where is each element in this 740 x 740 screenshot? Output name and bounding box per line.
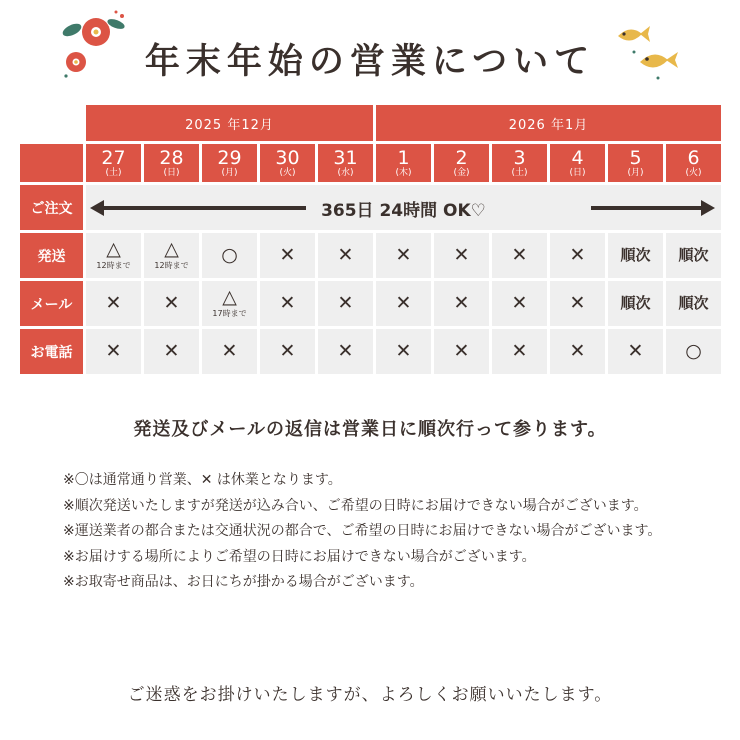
- status-cell: [608, 281, 663, 326]
- date-weekday: (火): [685, 167, 702, 178]
- status-cell: [144, 233, 199, 278]
- month-year: 2026: [508, 117, 546, 133]
- status-cell: [318, 233, 373, 278]
- status-symbol: ✕: [221, 340, 238, 362]
- month-label: 年12月: [227, 117, 274, 133]
- date-day: 4: [571, 146, 584, 169]
- status-note: 12時まで: [96, 261, 131, 270]
- status-cell: [608, 233, 663, 278]
- status-cell: [260, 329, 315, 374]
- month-header-dec: [86, 105, 373, 141]
- row-label-email: メール: [20, 281, 83, 326]
- status-symbol: ✕: [279, 292, 296, 314]
- status-cell: [608, 329, 663, 374]
- status-cell: [492, 281, 547, 326]
- order-ok-label: 365日 24時間 OK♡: [315, 201, 492, 221]
- date-cell: [202, 144, 257, 182]
- status-symbol: △: [222, 286, 237, 308]
- date-day: 3: [513, 146, 526, 169]
- date-day: 1: [397, 146, 410, 169]
- date-cell: [318, 144, 373, 182]
- status-cell: [550, 329, 605, 374]
- date-cell: [666, 144, 721, 182]
- status-cell: [434, 281, 489, 326]
- date-weekday: (火): [279, 167, 296, 178]
- status-symbol: ✕: [511, 340, 528, 362]
- status-cell: [202, 329, 257, 374]
- status-symbol: ✕: [627, 340, 644, 362]
- row-label-shipping: 発送: [20, 233, 83, 278]
- status-note: 17時まで: [212, 309, 247, 318]
- status-symbol: ✕: [511, 244, 528, 266]
- status-symbol: ✕: [279, 244, 296, 266]
- date-day: 29: [217, 146, 242, 169]
- status-cell: [318, 281, 373, 326]
- phone-row: [20, 329, 721, 374]
- date-day: 2: [455, 146, 468, 169]
- note-item: ※お届けする場所によりご希望の日時にお届けできない場合がございます。: [63, 548, 536, 565]
- date-weekday: (金): [453, 167, 470, 178]
- status-cell: [86, 329, 141, 374]
- date-weekday: (日): [163, 167, 180, 178]
- status-symbol: ✕: [453, 292, 470, 314]
- status-cell: [202, 233, 257, 278]
- status-symbol: 順次: [678, 294, 709, 312]
- date-day: 27: [101, 146, 126, 169]
- row-label-order: ご注文: [20, 185, 83, 230]
- status-cell: [86, 233, 141, 278]
- status-cell: [318, 329, 373, 374]
- status-symbol: ✕: [163, 340, 180, 362]
- date-cell: [550, 144, 605, 182]
- status-symbol: ✕: [337, 292, 354, 314]
- status-symbol: ✕: [569, 244, 586, 266]
- status-symbol: ✕: [337, 340, 354, 362]
- status-symbol: 順次: [620, 294, 651, 312]
- status-symbol: ✕: [569, 292, 586, 314]
- status-cell: [666, 329, 721, 374]
- date-cell: [608, 144, 663, 182]
- status-symbol: 順次: [620, 246, 651, 264]
- date-day: 5: [629, 146, 642, 169]
- status-symbol: △: [106, 238, 121, 260]
- status-symbol: ✕: [453, 244, 470, 266]
- status-cell: [434, 233, 489, 278]
- status-symbol: ✕: [279, 340, 296, 362]
- status-cell: [376, 329, 431, 374]
- status-symbol: ✕: [163, 292, 180, 314]
- status-symbol: ✕: [395, 340, 412, 362]
- status-cell: [202, 281, 257, 326]
- status-symbol: ○: [685, 340, 702, 362]
- date-cell: [492, 144, 547, 182]
- status-symbol: ✕: [337, 244, 354, 266]
- note-item: ※〇は通常通り営業、✕ は休業となります。: [63, 472, 342, 488]
- date-day: 6: [687, 146, 700, 169]
- date-day: 31: [333, 146, 358, 169]
- date-weekday: (日): [569, 167, 586, 178]
- status-symbol: ○: [221, 244, 238, 266]
- date-row-blank: [20, 144, 83, 182]
- status-cell: [260, 233, 315, 278]
- date-weekday: (土): [511, 167, 528, 178]
- month-header-row: [20, 105, 721, 141]
- date-weekday: (土): [105, 167, 122, 178]
- date-weekday: (水): [337, 167, 354, 178]
- status-symbol: ✕: [395, 292, 412, 314]
- status-cell: [376, 233, 431, 278]
- shipping-row: [20, 233, 721, 278]
- status-cell: [434, 329, 489, 374]
- status-cell: [666, 233, 721, 278]
- date-day: 28: [159, 146, 184, 169]
- date-cell: [144, 144, 199, 182]
- status-cell: [550, 281, 605, 326]
- status-cell: [550, 233, 605, 278]
- status-cell: [492, 329, 547, 374]
- date-cell: [86, 144, 141, 182]
- status-symbol: ✕: [511, 292, 528, 314]
- status-symbol: ✕: [105, 340, 122, 362]
- business-schedule-table: [17, 102, 724, 377]
- date-cell: [260, 144, 315, 182]
- date-header-row: [20, 144, 721, 182]
- status-symbol: ✕: [105, 292, 122, 314]
- status-symbol: △: [164, 238, 179, 260]
- date-weekday: (月): [627, 167, 644, 178]
- month-year: 2025: [185, 117, 223, 133]
- closing-message: ご迷惑をお掛けいたしますが、よろしくお願いいたします。: [127, 685, 613, 705]
- status-cell: [144, 329, 199, 374]
- corner-blank: [20, 105, 83, 141]
- status-symbol: ✕: [569, 340, 586, 362]
- month-label: 年1月: [550, 117, 589, 133]
- email-row: [20, 281, 721, 326]
- status-cell: [260, 281, 315, 326]
- status-cell: [144, 281, 199, 326]
- lead-message: 発送及びメールの返信は営業日に順次行って参ります。: [133, 419, 607, 440]
- status-cell: [666, 281, 721, 326]
- status-note: 12時まで: [154, 261, 189, 270]
- date-cell: [434, 144, 489, 182]
- order-row: [20, 185, 721, 230]
- month-header-jan: [376, 105, 721, 141]
- date-day: 30: [275, 146, 300, 169]
- status-cell: [86, 281, 141, 326]
- date-cell: [376, 144, 431, 182]
- status-cell: [376, 281, 431, 326]
- date-weekday: (月): [221, 167, 238, 178]
- date-weekday: (木): [395, 167, 412, 178]
- status-symbol: 順次: [678, 246, 709, 264]
- row-label-phone: お電話: [20, 329, 83, 374]
- order-availability: [86, 185, 721, 230]
- note-item: ※お取寄せ商品は、お日にちが掛かる場合がございます。: [63, 574, 424, 590]
- status-symbol: ✕: [453, 340, 470, 362]
- note-item: ※運送業者の都合または交通状況の都合で、ご希望の日時にお届けできない場合がございます。: [63, 523, 662, 539]
- notes-list: [63, 468, 703, 596]
- status-symbol: ✕: [395, 244, 412, 266]
- status-cell: [492, 233, 547, 278]
- page-title: 年末年始の営業について: [144, 42, 596, 82]
- note-item: ※順次発送いたしますが発送が込み合い、ご希望の日時にお届けできない場合がございます。: [63, 497, 648, 514]
